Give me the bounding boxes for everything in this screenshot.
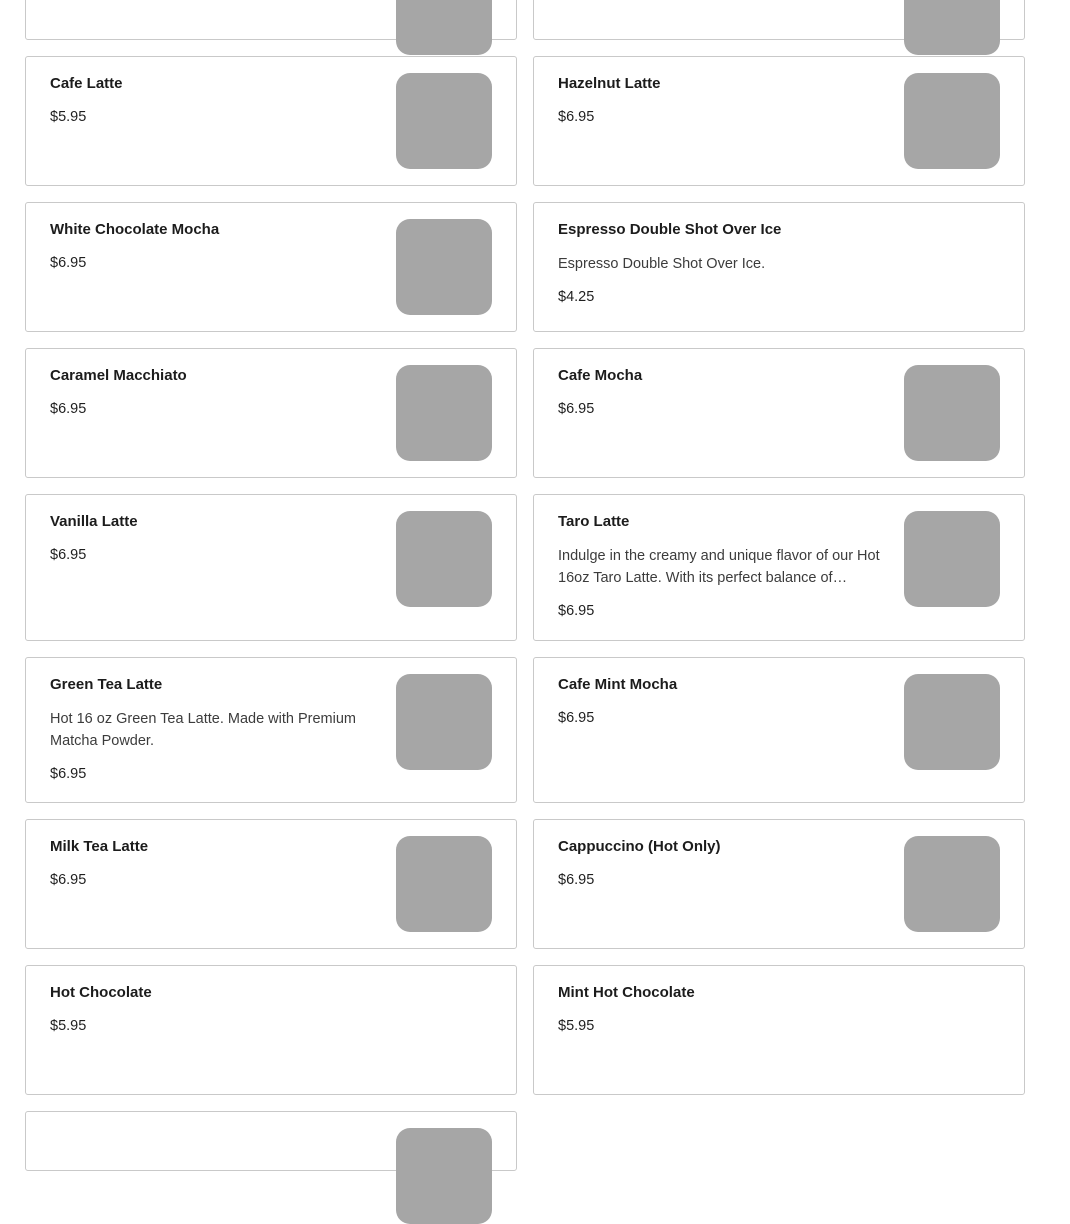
menu-item-price: $5.95: [50, 1018, 87, 1034]
menu-item-info: [50, 983, 492, 1036]
menu-item-name: Mint Hot Chocolate: [558, 984, 695, 1001]
menu-item-card[interactable]: [533, 657, 1025, 803]
menu-item-name: Milk Tea Latte: [50, 838, 149, 855]
menu-item-price: $6.95: [50, 401, 87, 417]
menu-item-name: Cappuccino (Hot Only): [558, 838, 721, 855]
menu-item-image: [396, 511, 492, 607]
menu-item-image: [904, 836, 1000, 932]
menu-item-name: Espresso Double Shot Over Ice: [558, 221, 782, 238]
menu-item-image: [904, 674, 1000, 770]
menu-item-image: [396, 836, 492, 932]
menu-item-info: [558, 983, 1000, 1036]
menu-item-description: Espresso Double Shot Over Ice.: [558, 256, 766, 272]
menu-item-price: $6.95: [558, 872, 595, 888]
menu-item-name: Hazelnut Latte: [558, 75, 661, 92]
menu-item-info: [558, 74, 890, 127]
menu-item-description: Indulge in the creamy and unique flavor of our Hot 16oz Taro Latte. With its perfect balance of: [558, 548, 880, 586]
menu-item-info: [50, 512, 382, 565]
menu-item-card[interactable]: [533, 494, 1025, 641]
menu-item-card[interactable]: [533, 56, 1025, 186]
menu-item-name: Caramel Macchiato: [50, 367, 187, 384]
menu-item-info: [50, 837, 382, 890]
menu-item-image: [904, 73, 1000, 169]
menu-item-price: $6.95: [50, 872, 87, 888]
menu-item-image: [396, 0, 492, 55]
menu-item-image: [904, 0, 1000, 55]
menu-item-info: [50, 675, 382, 784]
menu-item-price: $6.95: [50, 255, 87, 271]
menu-item-info: [558, 512, 890, 621]
menu-item-price: $4.25: [558, 289, 595, 305]
menu-item-info: [50, 74, 382, 127]
menu-item-image: [396, 219, 492, 315]
menu-item-card[interactable]: [25, 1111, 517, 1171]
menu-item-price: $6.95: [558, 710, 595, 726]
menu-item-card[interactable]: [25, 348, 517, 478]
menu-item-card[interactable]: [25, 819, 517, 949]
menu-item-name: Cafe Latte: [50, 75, 123, 92]
menu-item-image: [396, 73, 492, 169]
menu-item-image: [904, 365, 1000, 461]
menu-item-image: [396, 365, 492, 461]
menu-item-name: Hot Chocolate: [50, 984, 152, 1001]
menu-item-card[interactable]: [533, 965, 1025, 1095]
menu-item-card[interactable]: [533, 202, 1025, 332]
menu-item-price: $5.95: [50, 109, 87, 125]
menu-item-name: White Chocolate Mocha: [50, 221, 220, 238]
menu-item-price: $6.95: [50, 547, 87, 563]
menu-item-description: Hot 16 oz Green Tea Latte. Made with Premium Matcha Powder.: [50, 711, 356, 749]
menu-item-name: Cafe Mocha: [558, 367, 643, 384]
menu-item-card[interactable]: [25, 965, 517, 1095]
menu-item-info: [558, 220, 1000, 307]
menu-item-info: [50, 366, 382, 419]
menu-item-card[interactable]: [25, 202, 517, 332]
menu-item-info: [558, 837, 890, 890]
menu-item-info: [558, 366, 890, 419]
menu-item-card[interactable]: [533, 819, 1025, 949]
menu-item-card[interactable]: [25, 56, 517, 186]
menu-item-card[interactable]: [25, 0, 517, 40]
menu-item-image: [396, 674, 492, 770]
menu-item-price: $5.95: [558, 1018, 595, 1034]
menu-item-name: Vanilla Latte: [50, 513, 138, 530]
menu-item-name: Green Tea Latte: [50, 676, 163, 693]
menu-item-name: Cafe Mint Mocha: [558, 676, 678, 693]
menu-item-info: [50, 220, 382, 273]
menu-item-info: [558, 675, 890, 728]
menu-item-card[interactable]: [25, 494, 517, 641]
menu-item-card[interactable]: [533, 348, 1025, 478]
menu-item-card[interactable]: [25, 657, 517, 803]
menu-item-price: $6.95: [558, 109, 595, 125]
menu-item-price: $6.95: [558, 603, 595, 619]
menu-item-price: $6.95: [558, 401, 595, 417]
menu-item-image: [904, 511, 1000, 607]
menu-item-card[interactable]: [533, 0, 1025, 40]
menu-item-name: Taro Latte: [558, 513, 630, 530]
menu-item-image: [396, 1128, 492, 1224]
menu-item-price: $6.95: [50, 766, 87, 782]
